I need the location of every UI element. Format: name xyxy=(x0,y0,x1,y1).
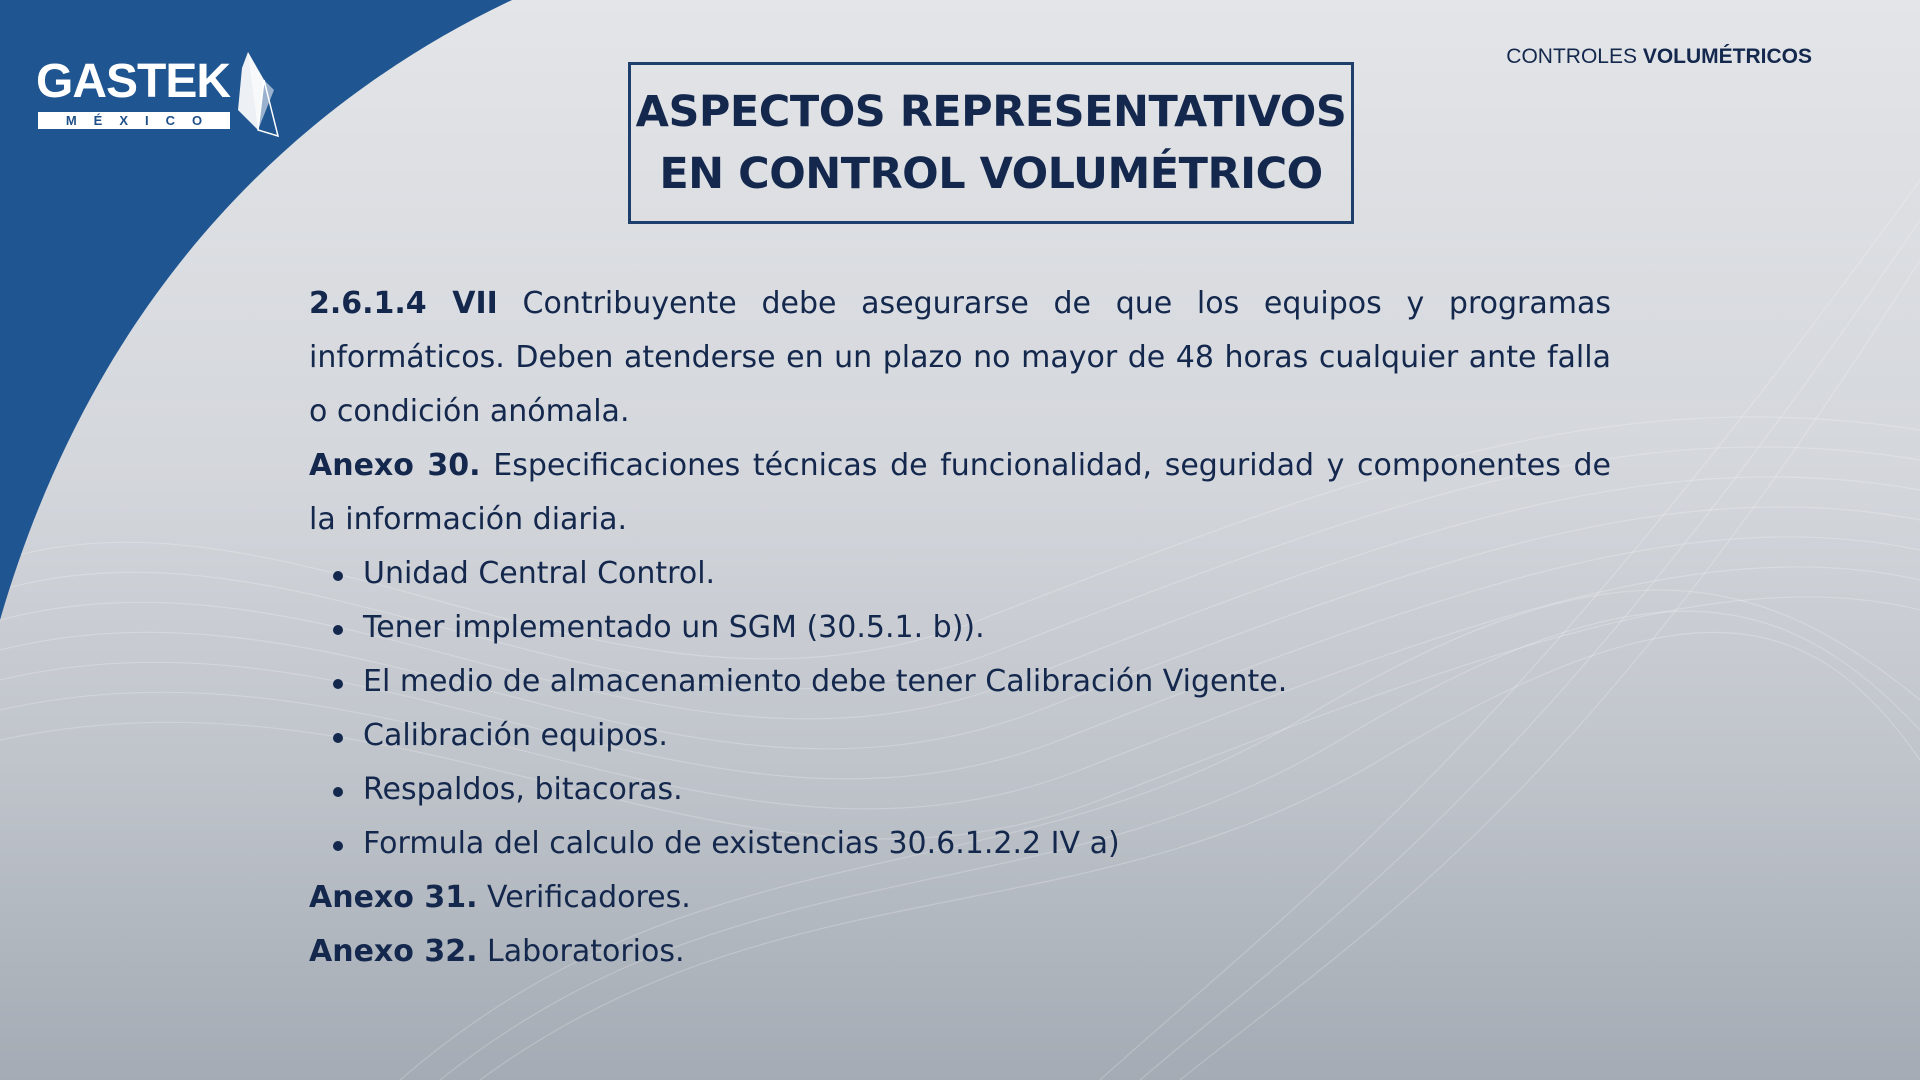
list-item xyxy=(309,817,1611,871)
list-item xyxy=(309,547,1611,601)
list-item xyxy=(309,601,1611,655)
paragraph-2614-heading: 2.6.1.4 VII xyxy=(309,286,498,321)
anexo-32-text: Laboratorios. xyxy=(477,934,685,969)
paragraph-anexo-31 xyxy=(309,871,1611,925)
bullet-icon xyxy=(333,841,343,851)
list-item xyxy=(309,709,1611,763)
header-tag xyxy=(1506,45,1812,69)
title-box xyxy=(628,62,1354,224)
list-item-text: Unidad Central Control. xyxy=(363,556,716,591)
bullet-icon xyxy=(333,571,343,581)
list-item-text: El medio de almacenamiento debe tener Calibración Vigente. xyxy=(363,664,1288,699)
gastek-logo xyxy=(36,50,286,140)
crystal-icon xyxy=(234,50,282,140)
paragraph-2614 xyxy=(309,277,1611,439)
content-body xyxy=(309,277,1611,979)
list-item xyxy=(309,655,1611,709)
logo-brand: GASTEK xyxy=(36,55,231,108)
paragraph-2614-text: Contribuyente debe asegurarse de que los equipos y programas informáticos. Deben atenderse en un plazo no mayor de 48 horas cualquier ante falla o condición anómala. xyxy=(309,286,1611,429)
anexo-31-heading: Anexo 31. xyxy=(309,880,478,915)
anexo-30-heading: Anexo 30. xyxy=(309,448,481,483)
bullet-icon xyxy=(333,787,343,797)
paragraph-anexo-30 xyxy=(309,439,1611,547)
bullet-icon xyxy=(333,679,343,689)
title-line-1: ASPECTOS REPRESENTATIVOS xyxy=(635,87,1347,137)
bullet-icon xyxy=(333,625,343,635)
list-item-text: Calibración equipos. xyxy=(363,718,668,753)
list-item xyxy=(309,763,1611,817)
header-tag-bold: VOLUMÉTRICOS xyxy=(1642,45,1812,68)
list-item-text: Respaldos, bitacoras. xyxy=(363,772,683,807)
title-line-2: EN CONTROL VOLUMÉTRICO xyxy=(659,149,1323,199)
anexo-32-heading: Anexo 32. xyxy=(309,934,478,969)
bullet-icon xyxy=(333,733,343,743)
list-item-text: Formula del calculo de existencias 30.6.1.2.2 IV a) xyxy=(363,826,1120,861)
anexo-30-text: Especificaciones técnicas de funcionalidad, seguridad y componentes de la información diaria. xyxy=(309,448,1611,537)
logo-subtitle: MÉXICO xyxy=(38,112,230,129)
anexo-30-bullet-list xyxy=(309,547,1611,871)
paragraph-anexo-32 xyxy=(309,925,1611,979)
list-item-text: Tener implementado un SGM (30.5.1. b)). xyxy=(363,610,985,645)
anexo-31-text: Verificadores. xyxy=(477,880,691,915)
header-tag-normal: CONTROLES xyxy=(1506,45,1643,68)
